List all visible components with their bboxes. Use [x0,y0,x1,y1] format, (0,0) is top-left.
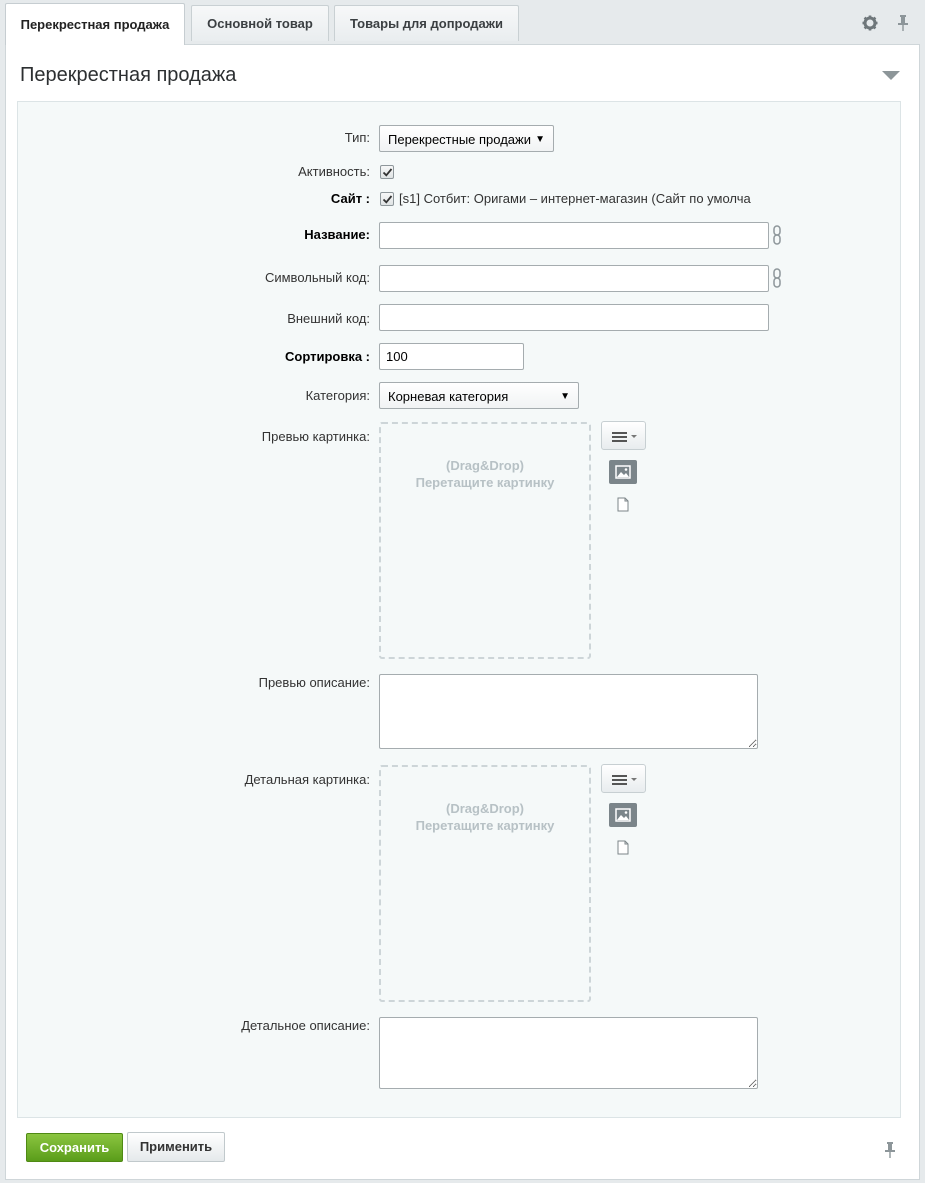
site-checkbox[interactable] [380,192,394,206]
detail-picture-menu-button[interactable] [601,764,646,793]
site-name-text: [s1] Сотбит: Оригами – интернет-магазин (Сайт по умолча [399,191,751,206]
dropzone-hint: (Drag&Drop) [446,801,524,816]
image-icon [609,803,637,827]
category-label: Категория: [305,388,370,403]
page-title: Перекрестная продажа [20,64,237,86]
file-icon[interactable] [617,840,629,855]
tab-bar [0,0,925,44]
save-button[interactable]: Сохранить [26,1133,123,1162]
pin-icon[interactable] [883,1141,897,1159]
chain-link-icon[interactable] [773,268,781,288]
code-input[interactable] [379,265,769,292]
sort-input[interactable] [379,343,524,370]
dropzone-hint: Перетащите картинку [415,475,555,490]
dropzone-hint: (Drag&Drop) [446,458,524,473]
checkmark-icon [382,167,393,178]
detail-image-button[interactable] [609,803,637,827]
active-checkbox[interactable] [380,165,394,179]
detail-text-label: Детальное описание: [241,1018,370,1033]
apply-button[interactable]: Применить [127,1132,225,1162]
type-label: Тип: [344,130,370,145]
detail-picture-dropzone[interactable] [379,765,591,1002]
category-select-value: Корневая категория [388,389,509,404]
file-icon[interactable] [617,497,629,512]
gear-icon[interactable] [862,15,878,31]
collapse-arrow-icon[interactable] [882,71,900,80]
dropzone-hint: Перетащите картинку [415,818,555,833]
dropdown-arrow-icon: ▼ [560,391,570,402]
detail-text-textarea[interactable] [379,1017,758,1089]
preview-picture-label: Превью картинка: [261,429,370,444]
pin-icon[interactable] [896,14,910,32]
preview-picture-dropzone[interactable] [379,422,591,659]
preview-image-button[interactable] [609,460,637,484]
sort-label: Сортировка : [284,349,370,364]
image-icon [609,460,637,484]
name-label: Название: [304,227,370,242]
site-label: Сайт : [330,191,370,206]
category-select[interactable] [379,382,579,409]
external-code-input[interactable] [379,304,769,331]
active-label: Активность: [298,164,370,179]
detail-picture-label: Детальная картинка: [244,772,370,787]
preview-picture-menu-button[interactable] [601,421,646,450]
type-select[interactable] [379,125,554,152]
preview-text-label: Превью описание: [258,675,370,690]
code-label: Символьный код: [264,270,370,285]
name-input[interactable] [379,222,769,249]
tab-upsell-products[interactable]: Товары для допродажи [334,5,519,41]
preview-text-textarea[interactable] [379,674,758,749]
tab-main-product[interactable]: Основной товар [191,5,329,41]
chain-link-icon[interactable] [773,225,781,245]
type-select-value: Перекрестные продажи [388,132,531,147]
tab-cross-sale[interactable]: Перекрестная продажа [5,3,185,45]
menu-icon [602,422,647,451]
dropdown-arrow-icon: ▼ [535,134,545,145]
checkmark-icon [382,194,393,205]
menu-icon [602,765,647,794]
external-code-label: Внешний код: [287,311,370,326]
